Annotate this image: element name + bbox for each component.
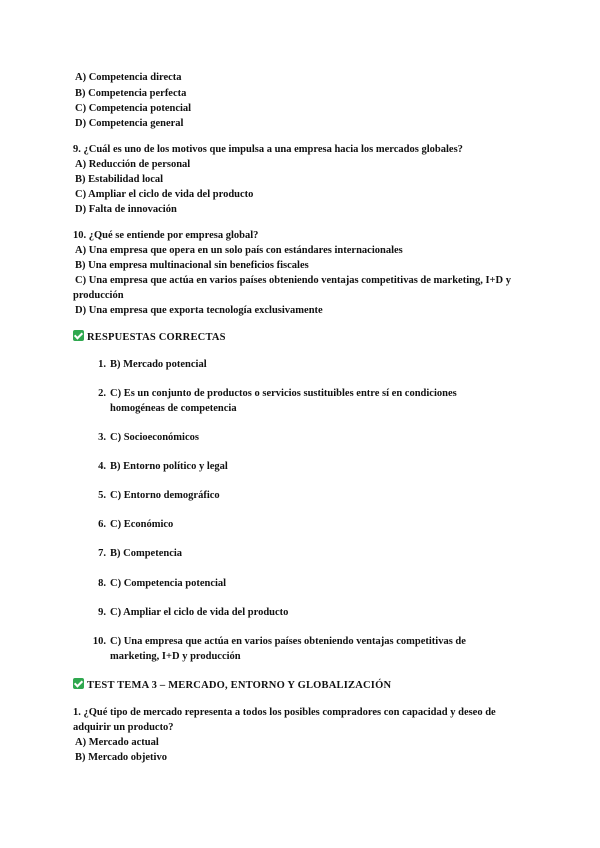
answers-heading xyxy=(73,330,226,345)
answer-text: C) Económico xyxy=(110,519,174,530)
q10-option-d: D) Una empresa que exporta tecnología exclusivamente xyxy=(75,305,323,316)
answer-text: C) Ampliar el ciclo de vida del producto xyxy=(110,607,289,618)
answer-number: 3. xyxy=(98,432,106,443)
q8-option-c: C) Competencia potencial xyxy=(75,103,192,114)
answers-heading-text: RESPUESTAS CORRECTAS xyxy=(87,332,226,343)
check-mark-icon xyxy=(73,330,84,341)
answer-number: 4. xyxy=(98,461,106,472)
answer-text: C) Entorno demográfico xyxy=(110,490,220,501)
answer-text: B) Mercado potencial xyxy=(110,359,207,370)
q9-option-d: D) Falta de innovación xyxy=(75,204,177,215)
q8-option-d: D) Competencia general xyxy=(75,118,184,129)
answer-text: C) Es un conjunto de productos o servicios sustituibles entre sí en condiciones homogéneas de competencia xyxy=(110,388,457,414)
q9-option-b: B) Estabilidad local xyxy=(75,174,164,185)
q9-title: 9. ¿Cuál es uno de los motivos que impulsa a una empresa hacia los mercados globales? xyxy=(73,144,463,155)
answer-number: 7. xyxy=(98,548,106,559)
q10-option-c: C) Una empresa que actúa en varios países obteniendo ventajas competitivas de marketing, I+D y producción xyxy=(73,275,511,301)
q10-option-a: A) Una empresa que opera en un solo país con estándares internacionales xyxy=(75,245,403,256)
q10-title: 10. ¿Qué se entiende por empresa global? xyxy=(73,230,259,241)
answer-text: C) Competencia potencial xyxy=(110,578,227,589)
check-mark-icon xyxy=(73,678,84,689)
t3-q1-title: 1. ¿Qué tipo de mercado representa a todos los posibles compradores con capacidad y deseo de adquirir un producto? xyxy=(73,707,496,733)
test-heading-text: TEST TEMA 3 – MERCADO, ENTORNO Y GLOBALIZACIÓN xyxy=(87,680,392,691)
q8-option-b: B) Competencia perfecta xyxy=(75,88,187,99)
answer-number: 2. xyxy=(98,388,106,399)
test-heading xyxy=(73,678,391,693)
answer-number: 6. xyxy=(98,519,106,530)
q10-option-b: B) Una empresa multinacional sin beneficios fiscales xyxy=(75,260,309,271)
answer-text: B) Entorno político y legal xyxy=(110,461,228,472)
q9-option-c: C) Ampliar el ciclo de vida del producto xyxy=(75,189,254,200)
t3-q1-option-a: A) Mercado actual xyxy=(75,737,159,748)
q8-option-a: A) Competencia directa xyxy=(75,72,182,83)
answer-number: 9. xyxy=(98,607,106,618)
q9-option-a: A) Reducción de personal xyxy=(75,159,191,170)
answer-text: C) Una empresa que actúa en varios países obteniendo ventajas competitivas de marketing, I+D y producción xyxy=(110,636,466,662)
answer-number: 10. xyxy=(92,636,106,647)
answer-number: 8. xyxy=(98,578,106,589)
t3-q1-option-b: B) Mercado objetivo xyxy=(75,752,167,763)
answer-number: 5. xyxy=(98,490,106,501)
answer-text: C) Socioeconómicos xyxy=(110,432,199,443)
answer-number: 1. xyxy=(98,359,106,370)
answer-text: B) Competencia xyxy=(110,548,183,559)
